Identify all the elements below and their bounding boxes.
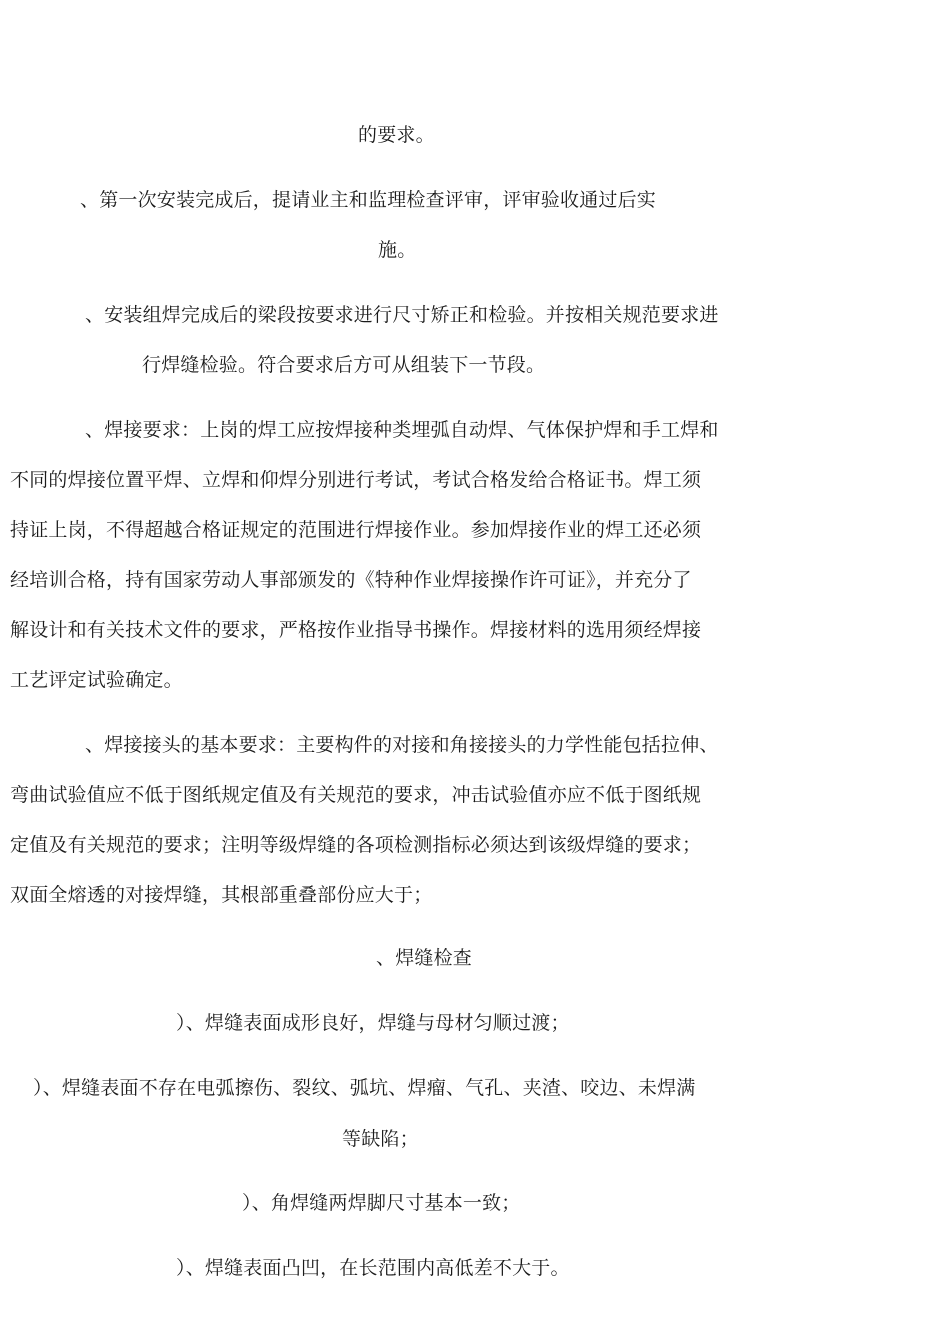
text-line: 工艺评定试验确定。 [10, 669, 183, 691]
text-line: ）、焊缝表面不存在电弧擦伤、裂纹、弧坑、焊瘤、气孔、夹渣、咬边、未焊满 [33, 1077, 696, 1099]
text-line: 等缺陷； [342, 1128, 419, 1150]
section-heading: 、焊缝检查 [376, 947, 473, 969]
text-line: 定值及有关规范的要求；注明等级焊缝的各项检测指标必须达到该级焊缝的要求； [10, 834, 702, 856]
text-line: 的要求。 [358, 124, 435, 146]
text-line: ）、焊缝表面成形良好，焊缝与母材匀顺过渡； [176, 1012, 570, 1034]
text-line: 施。 [378, 239, 417, 261]
text-line: ）、焊缝表面凸凹，在长范围内高低差不大于。 [176, 1257, 570, 1279]
text-line: 不同的焊接位置平焊、立焊和仰焊分别进行考试，考试合格发给合格证书。焊工须 [10, 469, 702, 491]
text-line: 、焊接接头的基本要求：主要构件的对接和角接接头的力学性能包括拉伸、 [85, 734, 719, 756]
text-line: 行焊缝检验。符合要求后方可从组装下一节段。 [142, 354, 546, 376]
text-line: 、第一次安装完成后，提请业主和监理检查评审，评审验收通过后实 [80, 189, 657, 211]
text-line: 解设计和有关技术文件的要求，严格按作业指导书操作。焊接材料的选用须经焊接 [10, 619, 702, 641]
text-line: 、焊接要求：上岗的焊工应按焊接种类埋弧自动焊、气体保护焊和手工焊和 [85, 419, 719, 441]
text-line: 弯曲试验值应不低于图纸规定值及有关规范的要求，冲击试验值亦应不低于图纸规 [10, 784, 702, 806]
text-line: 、安装组焊完成后的梁段按要求进行尺寸矫正和检验。并按相关规范要求进 [85, 304, 719, 326]
text-line: ）、角焊缝两焊脚尺寸基本一致； [242, 1192, 521, 1214]
text-line: 经培训合格，持有国家劳动人事部颁发的《特种作业焊接操作许可证》，并充分了 [10, 569, 692, 591]
text-line: 持证上岗，不得超越合格证规定的范围进行焊接作业。参加焊接作业的焊工还必须 [10, 519, 702, 541]
text-line: 双面全熔透的对接焊缝，其根部重叠部份应大于； [10, 884, 433, 906]
